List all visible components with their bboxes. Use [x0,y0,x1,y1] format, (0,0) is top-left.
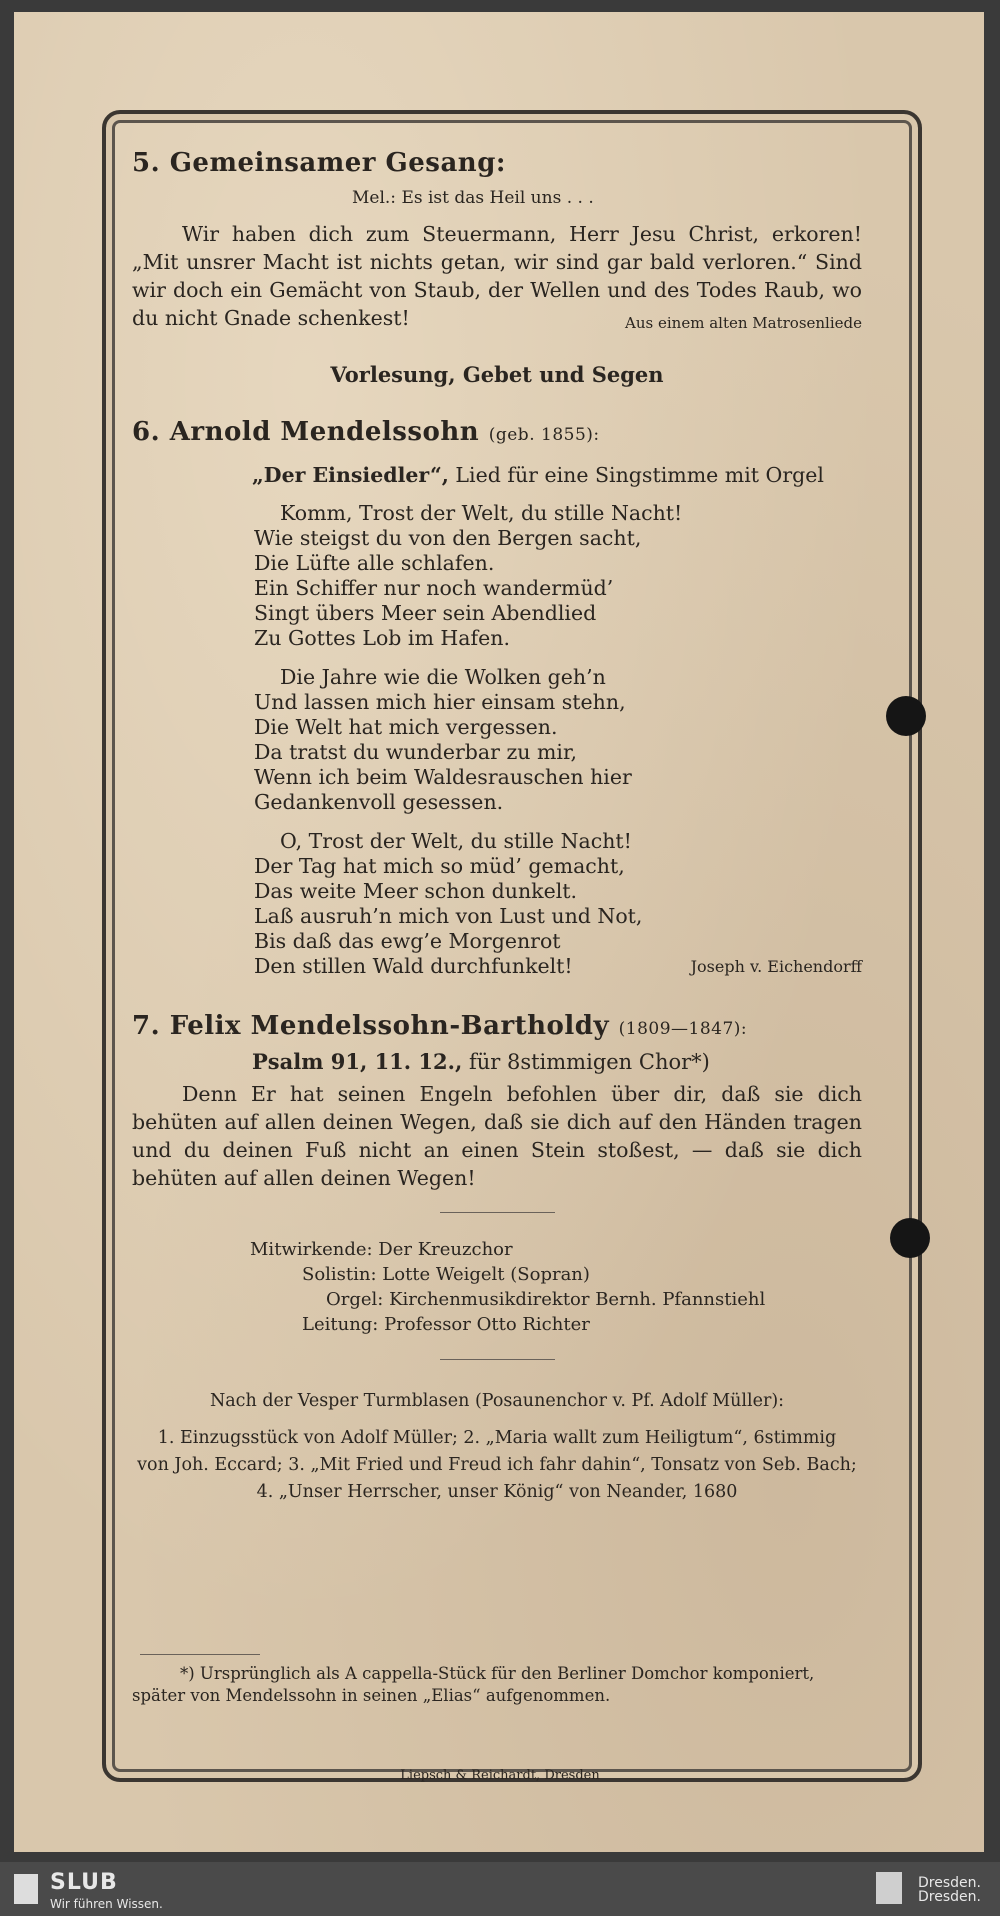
post-vesper-section: Nach der Vesper Turmblasen (Posaunenchor v. Pf. Adolf Müller): 1. Einzugsstück von Adolf Müller; 2. „Maria wallt zum Heiligtum“, 6stimmig von Joh. Eccard; 3. „Mit Fried und Freud ich fahr dahin“, Tonsatz von Seb. Bach; 4. „Unser Herrscher, unser König“ von Neander, 1680 [132,1388,862,1506]
divider [440,1212,555,1213]
song-title [252,463,862,487]
section-6-heading [132,417,862,447]
psalm-title [252,1049,862,1074]
slub-logo-text: SLUB [50,1870,118,1895]
credit-soloist: Solistin: Lotte Weigelt (Sopran) [302,1264,590,1285]
printer-imprint: Liepsch & Reichardt, Dresden [400,1768,600,1783]
credit-organ: Orgel: Kirchenmusikdirektor Bernh. Pfannstiehl [326,1289,766,1310]
dresden-crest-icon [876,1872,902,1904]
hymn-source: Aus einem alten Matrosenliede [625,314,862,332]
program-content [132,148,862,1707]
psalm-text: Denn Er hat seinen Engeln befohlen über dir, daß sie dich behüten auf allen deinen Wegen, daß sie dich auf den Händen tragen und du deinen Fuß nicht an einen Stein stoßest, — daß sie dich behüten auf allen deinen Wegen! [132,1082,862,1190]
melody-note: Mel.: Es ist das Heil uns . . . [352,188,594,208]
section-7-heading [132,1011,862,1041]
dresden-logo-text: Dresden. Dresden. [918,1875,981,1905]
composer-dates: (1809—1847): [618,1019,748,1039]
punch-hole-lower [890,1218,930,1258]
composer-name: 6. Arnold Mendelssohn [132,417,480,447]
poet-signature: Joseph v. Eichendorff [690,957,862,976]
composer-dates: (geb. 1855): [488,425,600,445]
stanza-1: Komm, Trost der Welt, du stille Nacht! Wie steigst du von den Bergen sacht, Die Lüfte alle schlafen. Ein Schiffer nur noch wandermüd’ Singt übers Meer sein Abendlied Zu Gottes Lob im Hafen. [254,501,683,650]
song-description: Lied für eine Singstimme mit Orgel [455,463,824,487]
stanza-3: O, Trost der Welt, du stille Nacht! Der Tag hat mich so müd’ gemacht, Das weite Meer schon dunkelt. Laß ausruh’n mich von Lust und Not, Bis daß das ewg’e Morgenrot Den stillen Wald durchfunkelt! Joseph v. Eichendorff [254,829,862,978]
stanza-2: Die Jahre wie die Wolken geh’n Und lassen mich hier einsam stehn, Die Welt hat mich vergessen. Da tratst du wunderbar zu mir, Wenn ich beim Waldesrauschen hier Gedankenvoll gesessen. [254,665,632,814]
credits-list [250,1237,862,1337]
song-name: „Der Einsiedler“, [252,463,449,487]
slub-logo-icon [14,1874,38,1904]
psalm-scoring: für 8stimmigen Chor*) [468,1050,710,1074]
post-vesper-intro: Nach der Vesper Turmblasen (Posaunenchor v. Pf. Adolf Müller): [209,1391,785,1411]
punch-hole-upper [886,696,926,736]
hymn-text: Wir haben dich zum Steuermann, Herr Jesu Christ, erkoren! „Mit unsrer Macht ist nichts getan, wir sind gar bald verloren.“ Sind wir doch ein Gemächt von Staub, der Wellen und des Todes Raub, wo du nicht Gnade schenkest! Aus einem alten Matrosenliede [132,220,862,332]
credit-choir: Mitwirkende: Der Kreuzchor [250,1239,513,1260]
reading-heading: Vorlesung, Gebet und Segen [330,362,664,387]
footnote: *) Ursprünglich als A cappella-Stück für den Berliner Domchor komponiert, später von Mendelssohn in seinen „Elias“ aufgenommen. [132,1664,815,1705]
psalm-reference: Psalm 91, 11. 12., [252,1049,463,1074]
footnote-rule [140,1654,260,1655]
composer-name: 7. Felix Mendelssohn-Bartholdy [132,1011,610,1041]
divider [440,1359,555,1360]
section-5-heading: 5. Gemeinsamer Gesang: [132,148,506,178]
footer-bar [0,1862,1000,1916]
credit-conductor: Leitung: Professor Otto Richter [302,1314,590,1335]
slub-tagline: Wir führen Wissen. [50,1897,163,1911]
